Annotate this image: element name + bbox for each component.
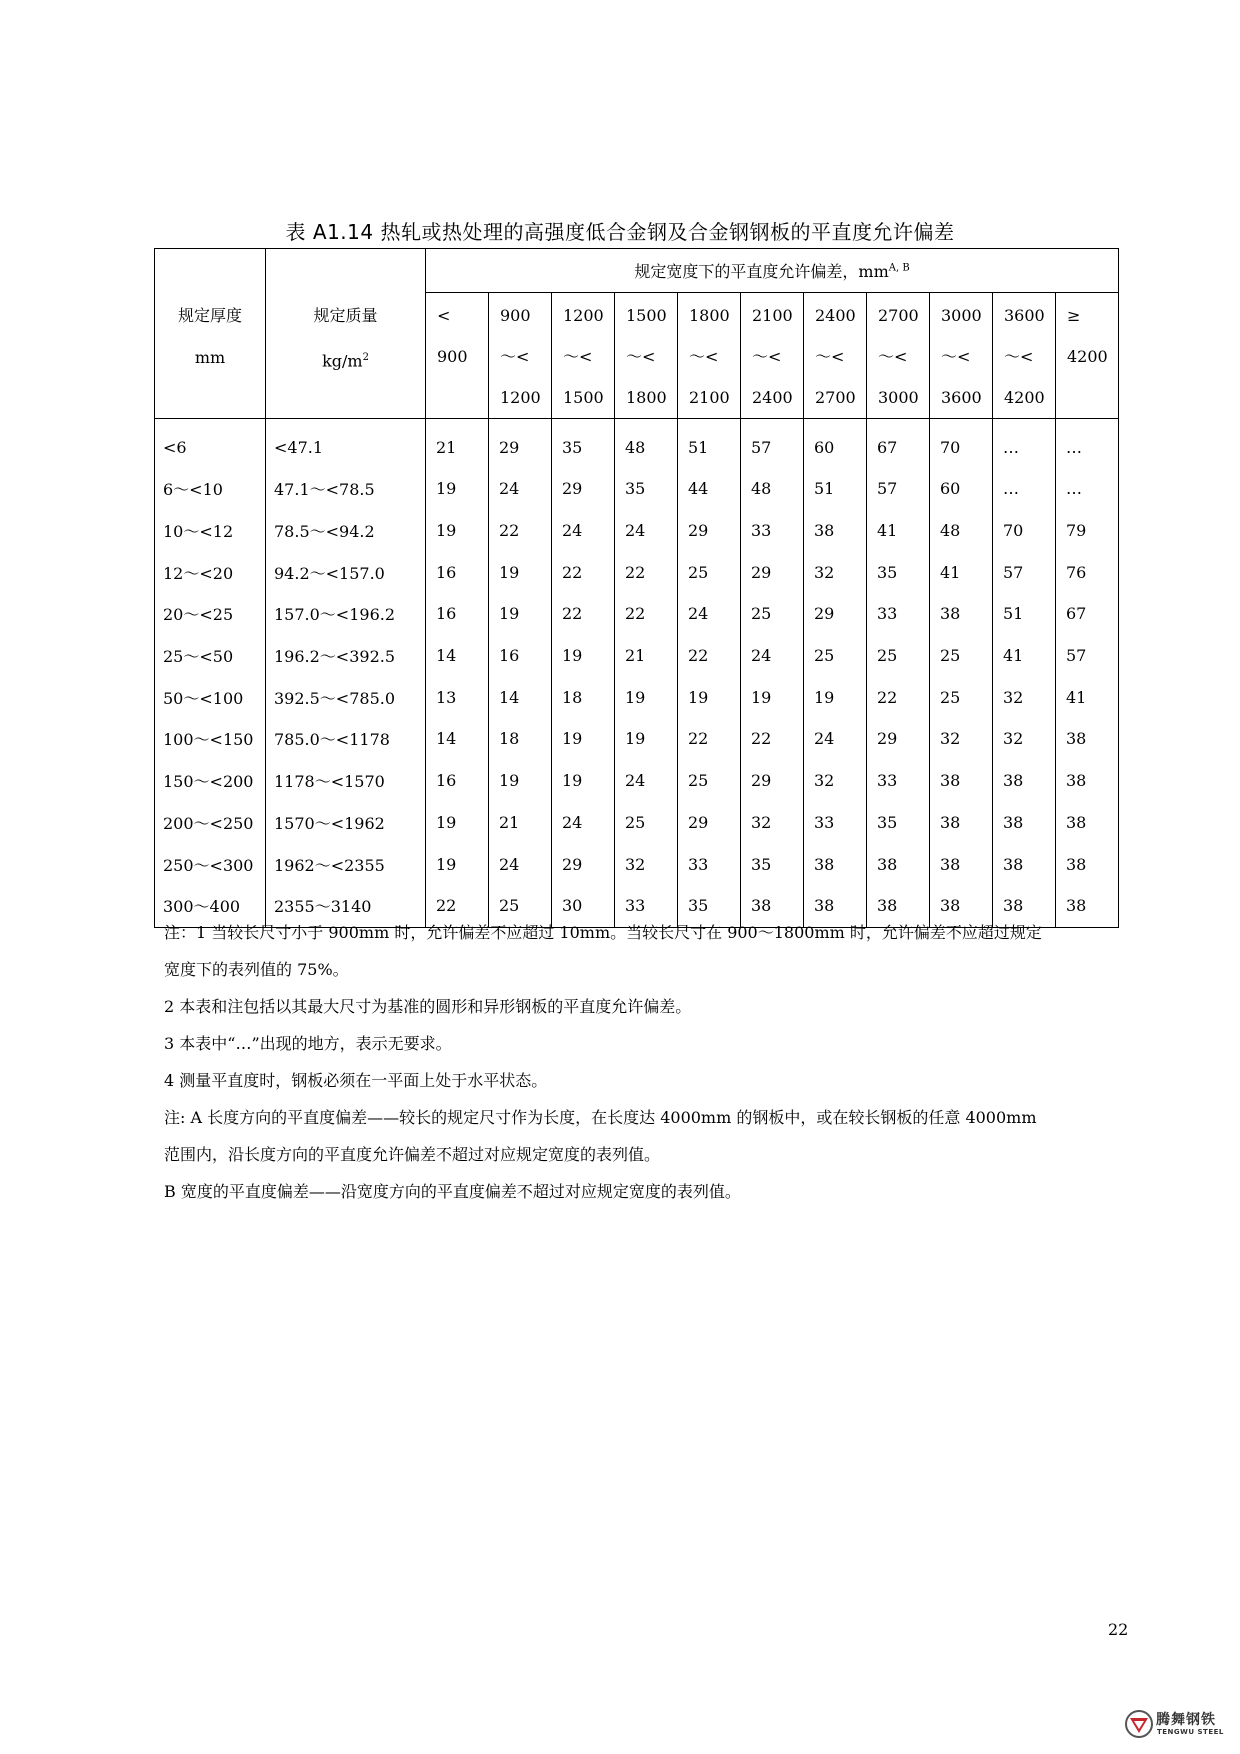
tolerance-cell: …: [1056, 419, 1119, 469]
tolerance-cell: 33: [678, 843, 741, 885]
tolerance-cell: 25: [741, 593, 804, 635]
table-row: [155, 593, 1119, 635]
tolerance-cell: 32: [804, 760, 867, 802]
tolerance-cell: 19: [678, 676, 741, 718]
tolerance-cell: 33: [804, 802, 867, 844]
tolerance-cell: 25: [678, 760, 741, 802]
tolerance-cell: 33: [615, 885, 678, 927]
tolerance-cell: 13: [426, 676, 489, 718]
tolerance-cell: 79: [1056, 510, 1119, 552]
tolerance-cell: …: [993, 419, 1056, 469]
tolerance-cell: 22: [489, 510, 552, 552]
mass-cell: 196.2～<392.5: [266, 635, 426, 677]
thickness-cell: 200～<250: [155, 802, 266, 844]
tolerance-cell: 21: [426, 419, 489, 469]
tolerance-cell: 38: [993, 843, 1056, 885]
tolerance-cell: 24: [552, 510, 615, 552]
tolerance-cell: 22: [678, 718, 741, 760]
table-row: [155, 760, 1119, 802]
tolerance-cell: 22: [678, 635, 741, 677]
tolerance-cell: 35: [741, 843, 804, 885]
width-range-header: 1500 ～< 1800: [615, 293, 678, 419]
tolerance-cell: 24: [615, 760, 678, 802]
tolerance-cell: 35: [615, 468, 678, 510]
width-range-header: < 900: [426, 293, 489, 419]
logo-english-text: TENGWU STEEL: [1157, 1728, 1224, 1736]
tolerance-cell: 76: [1056, 551, 1119, 593]
tolerance-cell: 70: [993, 510, 1056, 552]
tolerance-cell: 22: [867, 676, 930, 718]
thickness-cell: 300～400: [155, 885, 266, 927]
tolerance-cell: 25: [930, 635, 993, 677]
tolerance-cell: 22: [615, 551, 678, 593]
tolerance-cell: 57: [993, 551, 1056, 593]
width-range-header: 2700 ～< 3000: [867, 293, 930, 419]
note-line: 注：1 当较长尺寸小于 900mm 时，允许偏差不应超过 10mm。当较长尺寸在 900～1800mm 时，允许偏差不应超过规定: [164, 923, 1042, 942]
tolerance-cell: 33: [741, 510, 804, 552]
width-range-header: 900 ～< 1200: [489, 293, 552, 419]
tolerance-cell: 19: [426, 843, 489, 885]
thickness-cell: 100～<150: [155, 718, 266, 760]
company-logo: [1124, 1707, 1234, 1747]
tolerance-cell: 19: [615, 676, 678, 718]
tolerance-cell: 29: [552, 468, 615, 510]
tolerance-cell: 41: [867, 510, 930, 552]
tolerance-cell: 18: [489, 718, 552, 760]
tolerance-cell: 67: [867, 419, 930, 469]
tolerance-cell: 51: [678, 419, 741, 469]
tolerance-cell: 24: [741, 635, 804, 677]
tolerance-cell: 16: [426, 760, 489, 802]
thickness-cell: 25～<50: [155, 635, 266, 677]
thickness-cell: 12～<20: [155, 551, 266, 593]
tolerance-cell: 22: [615, 593, 678, 635]
mass-cell: 2355～3140: [266, 885, 426, 927]
tolerance-cell: 38: [1056, 802, 1119, 844]
tolerance-cell: 16: [426, 593, 489, 635]
tolerance-cell: 22: [552, 551, 615, 593]
tolerance-cell: 38: [804, 843, 867, 885]
tolerance-cell: 29: [489, 419, 552, 469]
tolerance-cell: 35: [867, 551, 930, 593]
note-line: 注: A 长度方向的平直度偏差——较长的规定尺寸作为长度，在长度达 4000mm 的钢板中，或在较长钢板的任意 4000mm: [164, 1108, 1037, 1127]
page-number: 22: [1108, 1620, 1129, 1639]
mass-cell: 785.0～<1178: [266, 718, 426, 760]
tolerance-cell: 24: [678, 593, 741, 635]
flatness-tolerance-table: [154, 248, 1119, 928]
thickness-cell: 20～<25: [155, 593, 266, 635]
tolerance-cell: 19: [552, 718, 615, 760]
tolerance-cell: 29: [741, 551, 804, 593]
tolerance-cell: 38: [1056, 843, 1119, 885]
width-range-header: 3600 ～< 4200: [993, 293, 1056, 419]
table-row: [155, 551, 1119, 593]
width-range-header: ≥ 4200: [1056, 293, 1119, 419]
mass-cell: 78.5～<94.2: [266, 510, 426, 552]
tolerance-cell: 25: [678, 551, 741, 593]
tolerance-cell: 38: [1056, 885, 1119, 927]
tolerance-cell: 19: [426, 510, 489, 552]
tolerance-cell: 19: [426, 802, 489, 844]
tolerance-cell: 21: [489, 802, 552, 844]
width-range-header: 2400 ～< 2700: [804, 293, 867, 419]
tolerance-cell: 48: [615, 419, 678, 469]
tolerance-cell: 38: [930, 593, 993, 635]
thickness-header-unit: mm: [194, 348, 226, 367]
tolerance-cell: 22: [741, 718, 804, 760]
table-row: [155, 510, 1119, 552]
tolerance-cell: 35: [552, 419, 615, 469]
mass-cell: 1178～<1570: [266, 760, 426, 802]
tolerance-cell: 60: [930, 468, 993, 510]
tolerance-cell: 32: [804, 551, 867, 593]
tolerance-cell: 60: [804, 419, 867, 469]
tolerance-cell: 48: [930, 510, 993, 552]
tolerance-cell: 24: [489, 843, 552, 885]
width-range-header: 3000 ～< 3600: [930, 293, 993, 419]
tolerance-cell: 70: [930, 419, 993, 469]
logo-mark-icon: [1124, 1709, 1154, 1739]
tolerance-cell: 25: [930, 676, 993, 718]
tolerance-cell: 41: [993, 635, 1056, 677]
tolerance-cell: 38: [930, 802, 993, 844]
thickness-cell: 150～<200: [155, 760, 266, 802]
note-line: 3 本表中“…”出现的地方，表示无要求。: [164, 1034, 452, 1053]
tolerance-cell: 22: [552, 593, 615, 635]
table-row: [155, 419, 1119, 469]
tolerance-cell: 38: [1056, 760, 1119, 802]
table-title: 表 A1.14 热轧或热处理的高强度低合金钢及合金钢钢板的平直度允许偏差: [285, 220, 955, 244]
tolerance-cell: 38: [930, 760, 993, 802]
thickness-cell: 250～<300: [155, 843, 266, 885]
mass-cell: 1570～<1962: [266, 802, 426, 844]
tolerance-cell: 41: [1056, 676, 1119, 718]
tolerance-cell: 38: [741, 885, 804, 927]
tolerance-cell: 33: [867, 760, 930, 802]
tolerance-cell: 57: [867, 468, 930, 510]
mass-cell: 392.5～<785.0: [266, 676, 426, 718]
table-row: [155, 843, 1119, 885]
tolerance-cell: 57: [741, 419, 804, 469]
width-range-header: 1200 ～< 1500: [552, 293, 615, 419]
tolerance-cell: 38: [930, 885, 993, 927]
tolerance-cell: 51: [993, 593, 1056, 635]
tolerance-cell: 38: [804, 510, 867, 552]
tolerance-cell: 33: [867, 593, 930, 635]
note-line: 范围内，沿长度方向的平直度允许偏差不超过对应规定宽度的表列值。: [164, 1145, 661, 1164]
tolerance-cell: 19: [489, 551, 552, 593]
tolerance-cell: 35: [678, 885, 741, 927]
tolerance-cell: 48: [741, 468, 804, 510]
tolerance-cell: 32: [741, 802, 804, 844]
mass-column-header: [266, 249, 426, 419]
tolerance-cell: 19: [426, 468, 489, 510]
note-line: 宽度下的表列值的 75%。: [164, 960, 349, 979]
tolerance-cell: 38: [1056, 718, 1119, 760]
tolerance-cell: 35: [867, 802, 930, 844]
tolerance-cell: 51: [804, 468, 867, 510]
tolerance-cell: 38: [993, 760, 1056, 802]
tolerance-cell: 32: [993, 676, 1056, 718]
tolerance-cell: 21: [615, 635, 678, 677]
note-line: 2 本表和注包括以其最大尺寸为基准的圆形和异形钢板的平直度允许偏差。: [164, 997, 692, 1016]
tolerance-cell: 44: [678, 468, 741, 510]
tolerance-cell: 38: [867, 885, 930, 927]
tolerance-cell: 25: [804, 635, 867, 677]
table-row: [155, 718, 1119, 760]
mass-cell: 157.0～<196.2: [266, 593, 426, 635]
width-range-header: 2100 ～< 2400: [741, 293, 804, 419]
tolerance-cell: 19: [741, 676, 804, 718]
tolerance-cell: 24: [489, 468, 552, 510]
width-range-header: 1800 ～< 2100: [678, 293, 741, 419]
tolerance-cell: 19: [489, 760, 552, 802]
tolerance-cell: 32: [993, 718, 1056, 760]
tolerance-cell: …: [993, 468, 1056, 510]
tolerance-cell: 38: [993, 885, 1056, 927]
tolerance-cell: 25: [867, 635, 930, 677]
tolerance-cell: 29: [678, 510, 741, 552]
tolerance-cell: 19: [804, 676, 867, 718]
thickness-cell: <6: [155, 419, 266, 469]
tolerance-cell: 24: [615, 510, 678, 552]
table-row: [155, 676, 1119, 718]
tolerance-cell: 29: [678, 802, 741, 844]
tolerance-cell: 19: [552, 635, 615, 677]
tolerance-cell: 25: [615, 802, 678, 844]
tolerance-cell: 19: [489, 593, 552, 635]
mass-cell: 47.1～<78.5: [266, 468, 426, 510]
note-line: 4 测量平直度时，钢板必须在一平面上处于水平状态。: [164, 1071, 548, 1090]
note-line: B 宽度的平直度偏差——沿宽度方向的平直度偏差不超过对应规定宽度的表列值。: [164, 1182, 741, 1201]
logo-chinese-text: 腾舞钢铁: [1156, 1712, 1216, 1728]
tolerance-cell: 29: [741, 760, 804, 802]
tolerance-cell: 16: [426, 551, 489, 593]
table-row: [155, 635, 1119, 677]
tolerance-cell: 24: [804, 718, 867, 760]
tolerance-cell: 14: [489, 676, 552, 718]
tolerance-cell: 29: [804, 593, 867, 635]
tolerance-cell: 57: [1056, 635, 1119, 677]
tolerance-cell: 29: [867, 718, 930, 760]
mass-cell: <47.1: [266, 419, 426, 469]
tolerance-cell: 29: [552, 843, 615, 885]
table-row: [155, 468, 1119, 510]
tolerance-cell: 38: [804, 885, 867, 927]
tolerance-cell: 19: [615, 718, 678, 760]
thickness-header-label: 规定厚度: [177, 306, 242, 325]
thickness-cell: 6～<10: [155, 468, 266, 510]
tolerance-cell: 25: [489, 885, 552, 927]
thickness-cell: 10～<12: [155, 510, 266, 552]
tolerance-cell: 18: [552, 676, 615, 718]
tolerance-cell: 14: [426, 635, 489, 677]
mass-header-label: 规定质量: [313, 306, 378, 325]
tolerance-cell: 32: [930, 718, 993, 760]
width-group-header: 规定宽度下的平直度允许偏差，$mm^{A, B}$: [426, 249, 1119, 293]
tolerance-cell: 67: [1056, 593, 1119, 635]
tolerance-cell: 30: [552, 885, 615, 927]
tolerance-cell: 38: [993, 802, 1056, 844]
tolerance-cell: 32: [615, 843, 678, 885]
tolerance-cell: 38: [930, 843, 993, 885]
mass-cell: 94.2～<157.0: [266, 551, 426, 593]
tolerance-cell: 41: [930, 551, 993, 593]
tolerance-cell: 38: [867, 843, 930, 885]
tolerance-cell: 19: [552, 760, 615, 802]
tolerance-cell: 16: [489, 635, 552, 677]
table-row: [155, 802, 1119, 844]
thickness-column-header: [155, 249, 266, 419]
tolerance-cell: 14: [426, 718, 489, 760]
tolerance-cell: 22: [426, 885, 489, 927]
mass-header-unit: $kg/m^2$: [322, 351, 369, 371]
mass-cell: 1962～<2355: [266, 843, 426, 885]
tolerance-cell: …: [1056, 468, 1119, 510]
tolerance-cell: 24: [552, 802, 615, 844]
thickness-cell: 50～<100: [155, 676, 266, 718]
